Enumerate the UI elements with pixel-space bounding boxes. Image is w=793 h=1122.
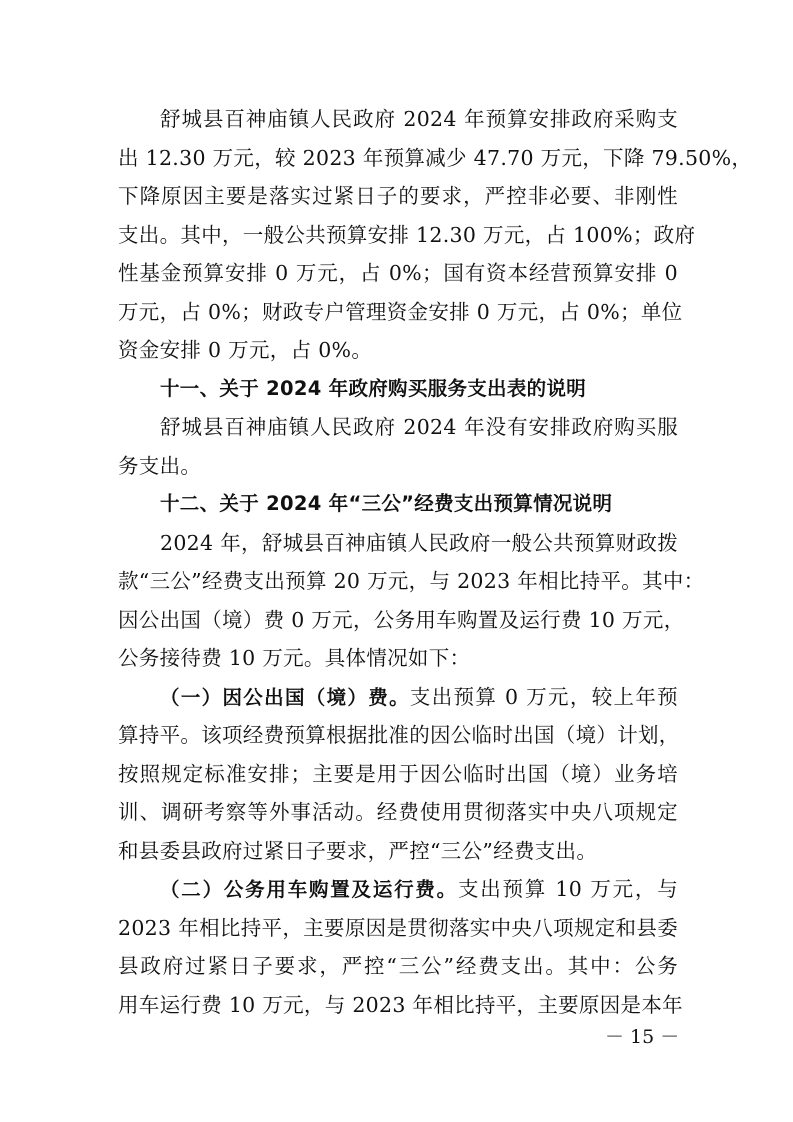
text-line: 2023 年相比持平，主要原因是贯彻落实中央八项规定和县委 <box>118 915 678 940</box>
text-line: 务支出。 <box>118 453 202 478</box>
text-run: 支出预算 10 万元，与 <box>457 877 679 901</box>
text-line: 资金安排 0 万元，占 0%。 <box>118 338 373 362</box>
text-line: 款“三公”经费支出预算 20 万元，与 2023 年相比持平。其中： <box>118 569 705 593</box>
text-line: 下降原因主要是落实过紧日子的要求，严控非必要、非刚性 <box>118 184 678 208</box>
text-line: 公务接待费 10 万元。具体情况如下： <box>118 646 471 670</box>
paragraph-official-vehicles <box>118 870 683 1024</box>
text-line: 性基金预算安排 0 万元，占 0%；国有资本经营预算安排 0 <box>118 261 678 285</box>
text-line: 算持平。该项经费预算根据批准的因公临时出国（境）计划， <box>118 723 680 747</box>
text-line: 因公出国（境）费 0 万元，公务用车购置及运行费 10 万元， <box>118 607 685 632</box>
text-line: 训、调研考察等外事活动。经费使用贯彻落实中央八项规定 <box>118 800 678 824</box>
text-line: 2024 年，舒城县百神庙镇人民政府一般公共预算财政拨 <box>160 530 678 555</box>
text-line: 舒城县百神庙镇人民政府 2024 年预算安排政府采购支 <box>160 107 678 131</box>
subsection-lead-overseas: （一）因公出国（境）费。 <box>160 685 410 709</box>
page-number: － 15 － <box>605 1026 680 1048</box>
paragraph-three-public-expenses <box>118 524 705 678</box>
text-line: 支出。其中，一般公共预算安排 12.30 万元，占 100%；政府 <box>118 222 696 247</box>
text-line: 用车运行费 10 万元，与 2023 年相比持平，主要原因是本年 <box>118 992 683 1017</box>
text-line: 出 12.30 万元，较 2023 年预算减少 47.70 万元，下降 79.50%， <box>118 145 753 170</box>
section-heading-12: 十二、关于 2024 年“三公”经费支出预算情况说明 <box>160 492 613 515</box>
text-line <box>118 678 678 717</box>
text-line: 万元，占 0%；财政专户管理资金安排 0 万元，占 0%；单位 <box>118 299 683 324</box>
text-line <box>118 870 678 909</box>
text-line: 和县委县政府过紧日子要求，严控“三公”经费支出。 <box>118 838 598 863</box>
paragraph-purchase-services <box>118 408 678 485</box>
text-line: 县政府过紧日子要求，严控“三公”经费支出。其中：公务 <box>118 954 678 978</box>
text-line: 按照规定标准安排；主要是用于因公临时出国（境）业务培 <box>118 761 678 786</box>
text-run: 支出预算 0 万元，较上年预 <box>409 684 678 709</box>
paragraph-procurement <box>118 100 753 370</box>
document-body <box>118 100 753 1024</box>
section-heading-11: 十一、关于 2024 年政府购买服务支出表的说明 <box>160 376 587 400</box>
text-line: 舒城县百神庙镇人民政府 2024 年没有安排政府购买服 <box>160 415 678 439</box>
subsection-lead-vehicles: （二）公务用车购置及运行费。 <box>160 878 458 901</box>
paragraph-overseas-travel <box>118 678 678 871</box>
